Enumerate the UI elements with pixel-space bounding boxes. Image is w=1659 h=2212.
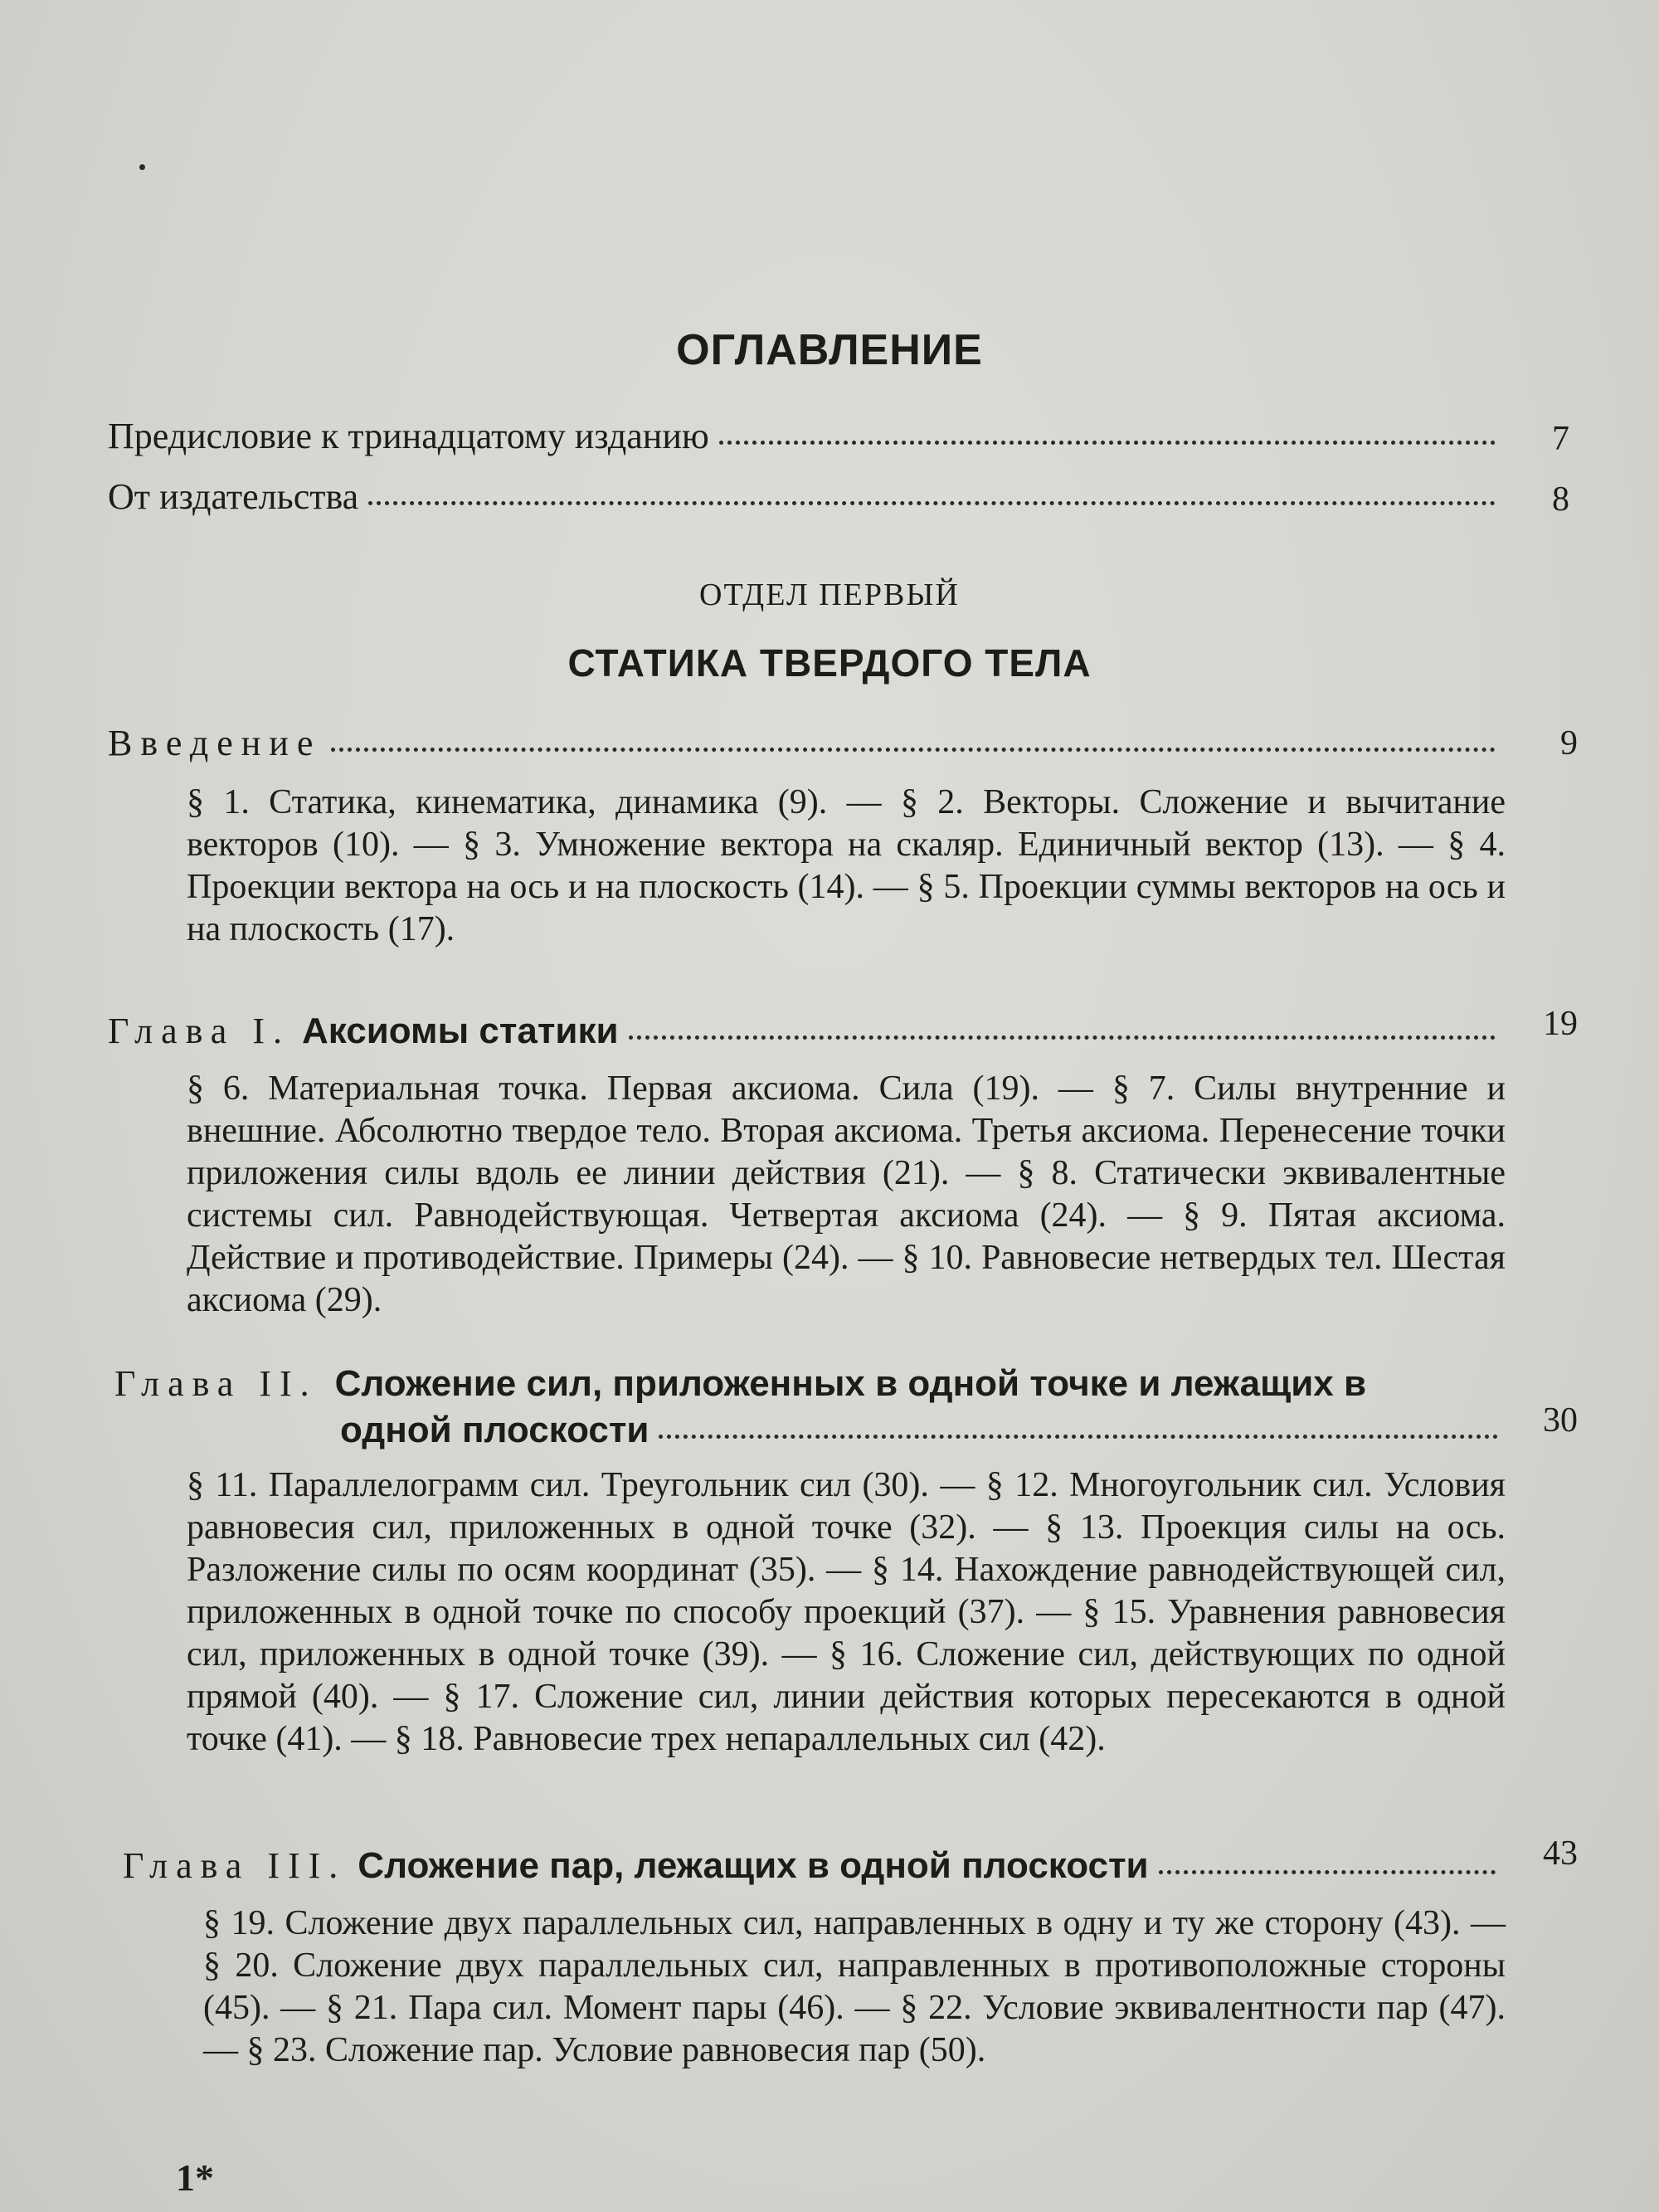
toc-page-number: 7	[1552, 420, 1569, 458]
toc-entry-introduction	[108, 722, 1506, 764]
dot-leader	[1159, 1870, 1496, 1874]
toc-page-number: 9	[1560, 724, 1578, 763]
toc-page-number: 8	[1552, 480, 1569, 519]
toc-page-number: 19	[1543, 1005, 1578, 1043]
chapter-1-contents: § 6. Материальная точка. Первая аксиома. Сила (19). — § 7. Силы внутренние и внешние. Абсолютно твердое тело. Вторая аксиома. Третья аксиома. Перенесение точки приложения силы вдоль ее линии действия (21). — § 8. Статически эквивалентные системы сил. Равнодействующая. Четвертая аксиома (24). — § 9. Пятая аксиома. Действие и противодействие. Примеры (24). — § 10. Равновесие нетвердых тел. Шестая аксиома (29).	[187, 1069, 1506, 1319]
page-title: ОГЛАВЛЕНИЕ	[676, 326, 983, 374]
chapter-prefix: Глава I.	[108, 1011, 290, 1051]
toc-entry-preface	[108, 415, 1506, 457]
toc-entry-label: Предисловие к тринадцатому изданию	[108, 416, 709, 456]
chapter-title-line-1: Сложение сил, приложенных в одной точке и лежащих в	[334, 1363, 1366, 1404]
chapter-prefix: Глава II.	[114, 1363, 318, 1404]
toc-entry-chapter-3	[123, 1844, 1506, 1887]
chapter-title: Сложение пар, лежащих в одной плоскости	[358, 1845, 1149, 1886]
dot-leader	[331, 748, 1496, 752]
chapter-prefix: Глава III.	[123, 1845, 347, 1886]
folio-mark: 1*	[176, 2156, 214, 2199]
section-kicker: ОТДЕЛ ПЕРВЫЙ	[699, 577, 960, 612]
toc-entry-publisher	[108, 475, 1506, 518]
dot-leader	[659, 1435, 1498, 1439]
dot-leader	[629, 1035, 1496, 1040]
toc-entry-label: От издательства	[108, 476, 359, 517]
dot-leader	[719, 441, 1496, 445]
chapter-2-contents: § 11. Параллелограмм сил. Треугольник сил (30). — § 12. Многоугольник сил. Условия равновесия сил, приложенных в одной точке (32). — § 13. Проекция силы на ось. Разложение силы по осям координат (35). — § 14. Нахождение равнодействующей сил, приложенных в одной точке по способу проекций (37). — § 15. Уравнения равновесия сил, приложенных в одной точке (39). — § 16. Сложение сил, действующих по одной прямой (40). — § 17. Сложение сил, линии действия которых пересекаются в одной точке (41). — § 18. Равновесие трех непараллельных сил (42).	[187, 1466, 1506, 1758]
section-title: СТАТИКА ТВЕРДОГО ТЕЛА	[567, 641, 1092, 685]
chapter-title: Аксиомы статики	[302, 1011, 619, 1051]
dot-leader	[368, 501, 1496, 505]
introduction-contents: § 1. Статика, кинематика, динамика (9). — § 2. Векторы. Сложение и вычитание векторов (10). — § 3. Умножение вектора на скаляр. Единичный вектор (13). — § 4. Проекции вектора на ось и на плоскость (14). — § 5. Проекции суммы векторов на ось и на плоскость (17).	[187, 783, 1506, 948]
chapter-3-contents: § 19. Сложение двух параллельных сил, направленных в одну и ту же сторону (43). — § 20. Сложение двух параллельных сил, направленных в противоположные стороны (45). — § 21. Пара сил. Момент пары (46). — § 22. Условие эквивалентности пар (47). — § 23. Сложение пар. Условие равновесия пар (50).	[203, 1904, 1506, 2069]
toc-entry-label: Введение	[108, 723, 322, 763]
ink-speck	[139, 164, 145, 170]
toc-page-number: 30	[1543, 1401, 1578, 1440]
toc-entry-chapter-2	[114, 1361, 1508, 1454]
toc-entry-chapter-1	[108, 1010, 1506, 1052]
toc-page-number: 43	[1543, 1834, 1578, 1873]
chapter-title-line-2: одной плоскости	[340, 1410, 649, 1450]
